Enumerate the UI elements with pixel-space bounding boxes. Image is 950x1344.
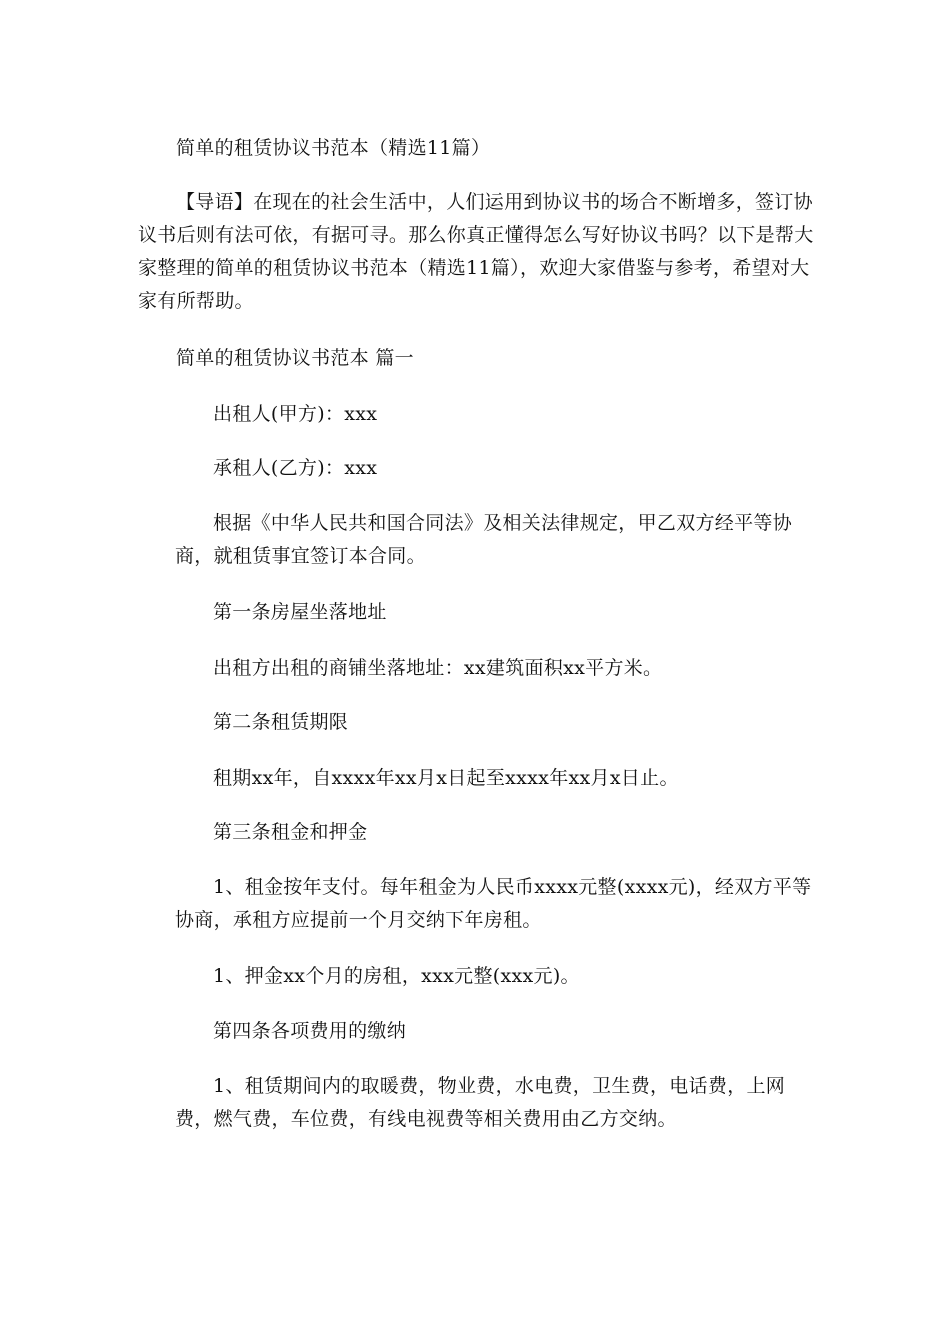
article3-item1: 1、租金按年支付。每年租金为人民币xxxx元整(xxxx元)，经双方平等协商，承租方应提前一个月交纳下年房租。 [175, 876, 812, 931]
article3-title: 第三条租金和押金 [213, 821, 368, 843]
article1-body: 出租方出租的商铺坐落地址：xx建筑面积xx平方米。 [213, 657, 663, 679]
article4-item1: 1、租赁期间内的取暖费，物业费，水电费，卫生费，电话费，上网费，燃气费，车位费，有线电视费等相关费用由乙方交纳。 [175, 1075, 786, 1130]
lessee-line: 承租人(乙方)：xxx [213, 457, 378, 479]
article2-title: 第二条租赁期限 [213, 711, 349, 733]
article2-body: 租期xx年，自xxxx年xx月x日起至xxxx年xx月x日止。 [213, 767, 679, 789]
document-title: 简单的租赁协议书范本（精选11篇） [176, 137, 491, 159]
lessor-line: 出租人(甲方)：xxx [213, 403, 378, 425]
intro-paragraph: 【导语】在现在的社会生活中，人们运用到协议书的场合不断增多，签订协议书后则有法可依，有据可寻。那么你真正懂得怎么写好协议书吗？以下是帮大家整理的简单的租赁协议书范本（精选11篇），欢迎大家借鉴与参考，希望对大家有所帮助。 [138, 191, 814, 312]
section-heading: 简单的租赁协议书范本 篇一 [176, 347, 414, 369]
basis-paragraph: 根据《中华人民共和国合同法》及相关法律规定，甲乙双方经平等协商，就租赁事宜签订本合同。 [175, 512, 793, 567]
article4-title: 第四条各项费用的缴纳 [213, 1020, 407, 1042]
article3-item2: 1、押金xx个月的房租，xxx元整(xxx元)。 [213, 965, 580, 987]
article1-title: 第一条房屋坐落地址 [213, 601, 387, 623]
